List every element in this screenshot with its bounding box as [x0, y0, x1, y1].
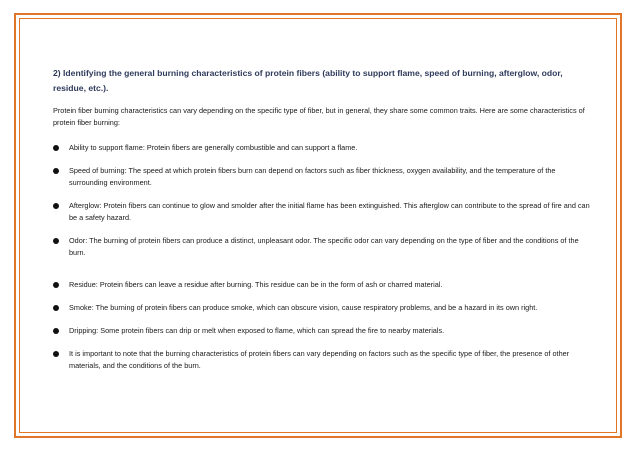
bullet-dot-icon — [53, 305, 59, 311]
bullet-text: Ability to support flame: Protein fibers are generally combustible and can support a flame. — [69, 143, 358, 152]
bullet-dot-icon — [53, 238, 59, 244]
bullet-item-afterglow — [53, 200, 591, 224]
bullet-item-smoke — [53, 302, 591, 314]
intro-paragraph: Protein fiber burning characteristics can vary depending on the specific type of fiber, but in general, they share some common traits. Here are some characteristics of protein fiber burning: — [53, 106, 585, 127]
bullet-dot-icon — [53, 328, 59, 334]
bullet-text: Odor: The burning of protein fibers can produce a distinct, unpleasant odor. The specific odor can vary depending on the type of fiber and the conditions of the burn. — [69, 236, 579, 257]
bullet-text: It is important to note that the burning characteristics of protein fibers can vary depending on factors such as the specific type of fiber, the presence of other materials, and the conditions of the burn. — [69, 349, 570, 370]
bullet-item-dripping — [53, 325, 591, 337]
bullet-item-flame — [53, 142, 591, 154]
bullet-dot-icon — [53, 282, 59, 288]
bullet-text: Smoke: The burning of protein fibers can produce smoke, which can obscure vision, cause respiratory problems, and be a hazard in its own right. — [69, 303, 538, 312]
document-content — [53, 66, 591, 383]
bullet-dot-icon — [53, 168, 59, 174]
bullet-dot-icon — [53, 145, 59, 151]
bullet-item-odor — [53, 235, 591, 259]
bullet-item-note — [53, 348, 591, 372]
bullet-dot-icon — [53, 351, 59, 357]
bullet-dot-icon — [53, 203, 59, 209]
bullet-text: Afterglow: Protein fibers can continue to glow and smolder after the initial flame has been extinguished. This afterglow can contribute to the spread of fire and can be a safety hazard. — [69, 201, 590, 222]
bullet-text: Residue: Protein fibers can leave a residue after burning. This residue can be in the form of ash or charred material. — [69, 280, 443, 289]
bullet-text: Speed of burning: The speed at which protein fibers burn can depend on factors such as fiber thickness, oxygen availability, and the temperature of the surrounding environment. — [69, 166, 556, 187]
bullet-text: Dripping: Some protein fibers can drip or melt when exposed to flame, which can spread the fire to nearby materials. — [69, 326, 445, 335]
bullet-item-residue — [53, 279, 591, 291]
section-heading: 2) Identifying the general burning characteristics of protein fibers (ability to support flame, speed of burning, afterglow, odor, residue, etc.). — [53, 68, 563, 93]
bullet-item-speed — [53, 165, 591, 189]
